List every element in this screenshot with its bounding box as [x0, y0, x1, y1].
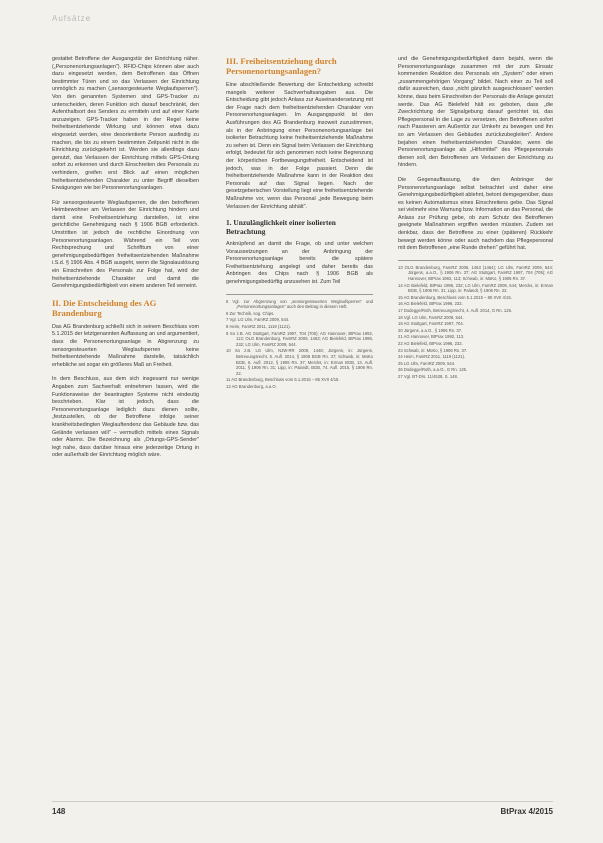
footnote: 6 Zur Technik, sog. Chips.	[226, 310, 275, 316]
footnote: 17 Dodegge/Roth, Betreuungsrecht, 4. Aufl. 2014, G Rn. 125.	[398, 308, 513, 313]
footnote: 11 AG Brandenburg, Beschluss vom 5.1.2015 – 85 XVII 4/15.	[226, 377, 340, 383]
column-right	[398, 56, 553, 381]
column-middle	[226, 56, 373, 391]
footnote: 18 Vgl. LG Ulm, FamRZ 2009, 544.	[398, 314, 464, 320]
footnote: 23 Schwab, in: MüKo, § 1906 Rn. 37.	[398, 347, 468, 353]
paragraph: In dem Beschluss, aus dem sich insgesamt nur wenige Angaben zum Sachverhalt entnehmen lassen, wird die Funktionsweise der beantragten Systeme nicht eindeutig beschrieben. Klar ist jedoch, dass die Personenortungsanlage lediglich dazu dienen sollte, „festzustellen, ob der Betroffene infolge seiner krankheitsbedingten Weglauftendenz das Gebäude bzw. das Gelände verlassen will" – vermutlich mittels eines Signals oder Alarms. Die Bezeichnung als „Ortungs-GPS-Sender" legt nahe, dass darüber hinaus eine jederzeitige Ortung in oder außerhalb der Einrichtung möglich wäre.	[52, 376, 199, 459]
section-header: Aufsätze	[52, 14, 92, 23]
paragraph: Für sensorgesteuerte Weglaufsperren, die den betroffenen Heimbewohner am Verlassen der Einrichtung hindern und damit eine Freiheitsentziehung darstellen, ist eine gerichtliche Genehmigung nach § 1906 BGB erforderlich. Umstritten ist jedoch die rechtliche Einordnung von Personenortungsanlagen. Während ein Teil von Rechtsprechung und Schrifttum von einer genehmigungsbedürftigen freiheitsentziehenden Maßnahme i.S.d. § 1906 Abs. 4 BGB ausgeht, wenn die Signalauslösung ein Einschreiten des Personals zur Folge hat, wird der freiheitsentziehende Charakter und damit die Genehmigungsbedürftigkeit von einem anderen Teil verneint.	[52, 199, 199, 290]
section-heading: III. Freiheitsentziehung durch Personenortungsanlagen?	[226, 56, 337, 76]
footnote: 13 OLG Brandenburg, FamRZ 2006, 1463 (1464); LG Ulm, FamRZ 2009, 544; Jürgens, a.a.O., § 1906 Rn. 37; AG Stuttgart, FamRZ 1997, 704 (705); AG Hannover, BtPrax 1992, 113; Schwab, in: MüKo, § 1906 Rn. 37.	[398, 264, 553, 282]
footnotes	[398, 260, 553, 380]
footnote: 20 Jürgens, a.a.O., § 1906 Rn. 37.	[398, 327, 463, 333]
footnote: 8 Heim, FamRZ 2011, 1119 (1121).	[226, 324, 291, 330]
column-left	[52, 56, 199, 467]
footnote: 27 Vgl. BT-Drs. 11/4528, S. 148.	[398, 373, 458, 379]
paragraph: Die Gegenauffassung, die den Anbringer der Personenortungsanlage selbst betrachtet und daher eine Genehmigungsbedürftigkeit ablehnt, betont demgegenüber, dass es keinen Automatismus eines Einschreitens gebe. Das Signal sei vielmehr eine Warnung bzw. Information an das Personal, die Anlass zur Prüfung gebe, ob zum Schutz des Betroffenen geeignete Maßnahmen ergriffen werden müssten. Zudem sei denkbar, dass der Betroffene zu einer (späteren) Rückkehr bewegt werden könne oder auch nachdem das Pflegepersonal mit dem Betroffenen „eine Runde drehen" geführt hat.	[398, 176, 554, 252]
journal-issue: BtPrax 4/2015	[500, 807, 553, 816]
paragraph: und die Genehmigungsbedürftigkeit dann bejaht, wenn die Personenortungsanlage zusammen mit der zum Einsatz kommenden Reaktion des Personals ein „System" oder einen „zusammengehörigen Vorgang" bildet. Nach einer zu Teil soll dafür ausreichen, dass „nicht gänzlich ausgeschlossen" werden könne, dass beim Einschreiten der Personals die Anlage genutzt werde. Das AG Bielefeld hält es geboten, dass „die Zweckrichtung der Signalgebung darauf gerichtet ist, das Pflegepersonal in die Lage zu versetzen, den Betroffenen sofort nach Passieren am Außentür zur Umkehr zu bewegen und ihn so am Verlassen des Gebäudes zurückzubegleiten". Andere bejahen einen freiheitsentziehenden Charakter, wenn die Personenortungsanlage als „Hilfsmittel" des Pflegepersonals dienen soll, den Betroffenen am Verlassen der Einrichtung zu hindern.	[398, 56, 553, 169]
footnote: 25 LG Ulm, FamRZ 2009, 544.	[398, 360, 456, 366]
footnote: 19 AG Stuttgart, FamRZ 1997, 704.	[398, 321, 464, 327]
footnote: 5 Vgl. zur Abgrenzung von „sensorgesteuerten Weglaufsperren" und „Personenortungsanlagen" auch den Beitrag in diesem Heft.	[226, 298, 373, 310]
footer-rule	[52, 801, 553, 802]
footnote: 10 So z.B. LG Ulm, NJW-RR 2009, 1448; Jürgens, in: Jürgens, Betreuungsrecht, 5. Aufl. 2014, § 1906 BGB Rn. 37; Schwab, in: MüKo BGB, 6. Aufl. 2012, § 1906 Rn. 37; Mercks, in: Erman BGB, 13. Aufl. 2011, § 1906 Rn. 31; Lipp, in: Palandt, BGB, 74. Aufl. 2015, § 1906 Rn. 22.	[226, 348, 373, 376]
footnote: 14 AG Bielefeld, BtPrax 1996, 232; LG Ulm, FamRZ 2009, 544; Mercks, in: Erman BGB, § 1906 Rn. 31; Lipp, in: Palandt, § 1906 Rn. 22.	[398, 282, 553, 294]
paragraph: Das AG Brandenburg schließt sich in seinem Beschluss vom 5.1.2015 der letztgenannten Auffassung an und argumentiert, dass die Personenortungsanlage in Abgrenzung zu sensorgesteuerten Weglaufsperren keine freiheitsentziehende Maßnahme darstelle, tatsächlich erhebliche sei sogar ein größeres Maß an Freiheit.	[52, 323, 199, 368]
paragraph: Anknüpfend an damit die Frage, ob und unter welchen Voraussetzungen an der Anbringung der Personenortungsanlage bereits die spätere Freiheitsentziehung angelegt und daher bereits das Anbringen des Chips nach § 1906 BGB als genehmigungsbedürftig anzusehen ist. Zum Teil	[226, 241, 373, 286]
section-heading: II. Die Entscheidung des AG Brandenburg	[52, 297, 157, 318]
footnote: 24 Heim, FamRZ 2011, 1119 (1121).	[398, 354, 466, 360]
footnote: 26 Dodegge/Roth, a.a.O., G Rn. 125.	[398, 367, 468, 373]
subsection-heading: 1. Unzulänglichkeit einer isolierten Betrachtung	[226, 218, 336, 237]
paragraph: gestattet Betroffene der Ausgangstür der Einrichtung näher. („Personenortungsanlagen"). RFID-Chips können aber auch dazu eingesetzt werden, dem Betroffenen das Öffnen bestimmter Türen und so das Verlassen der Einrichtung unmöglich zu machen („sensorgesteuerte Weglaufsperren"). Von den genannten Systemen sind GPS-Tracker zu unterscheiden, deren Funktion sich darauf beschränkt, den Aufenthaltsort des Senders zu ermitteln und auf einer Karte anzuzeigen. GPS-Tracker haben in der Regel keine freiheitsentziehende Wirkung und können etwa dazu eingesetzt werden, eine desorientierte Person ausfindig zu machen, die bis zu einem bestimmten Zeitpunkt nicht in die Einrichtung zurückgekehrt ist. Werden sie allerdings dazu genutzt, das Verlassen der Einrichtung mittels GPS-Ortung sofort zu erkennen und durch Einschreiten des Personals zu verhindern, greifen erst Blick auf einen möglichen freiheitsentziehenden Charakter zu unter Begriff dieselben Erwägungen wie bei Personenortungsanlagen.	[52, 56, 199, 192]
footnote: 16 AG Bielefeld, BtPrax 1996, 232.	[398, 301, 463, 307]
paragraph: Eine abschließende Bewertung der Entscheidung schreibt mangels weiterer Sachverhaltsangaben aus. Die Entscheidung gibt jedoch Anlass zur Auseinandersetzung mit der Frage nach dem freiheitsentziehenden Charakter von Personenortungsanlagen. Im Ausgangspunkt ist den Ausführungen des AG Brandenburg insoweit zuzustimmen, als in der Anbringung einer Personenortungsanlage bei isolierter Betrachtung keine freiheitsentziehende Maßnahme zu sehen ist. Denn ein Signal beim Verlassen der Einrichtung erfolgt, bedeutet für sich genommen noch keine Begrenzung der körperlichen Fortbewegungsfreiheit. Entscheidend ist jedoch, was in der Folge passiert. Denn die freiheitsentziehende Maßnahme kann in der Reaktion des Personals auf das Signal liegen. Nach der gesetzgeberischen Vorstellung liegt eine freiheitsentziehende Maßnahme vor, wenn das Personal „jede Bewegung beim Verlassen der Einrichtung abhält".	[226, 82, 373, 210]
footnote: 15 AG Brandenburg, Beschluss vom 5.1.2015 – 85 XVII 4/15.	[398, 294, 512, 300]
footnote: 7 Vgl. LG Ulm, FamRZ 2009, 544.	[226, 317, 290, 323]
footnote: 12 AG Brandenburg, a.a.O.	[226, 383, 277, 389]
footnote: 9 So z.B. AG Stuttgart, FamRZ 1997, 704 (705); AG Hannover, BtPrax 1992, 113; OLG Brandenburg, FamRZ 2006, 1463; AG Bielefeld, BtPrax 1996, 232; LG Ulm, FamRZ 2009, 544.	[226, 330, 373, 347]
footnote: 21 AG Hannover, BtPrax 1992, 113.	[398, 334, 465, 340]
page-number: 148	[52, 807, 66, 816]
footnote: 22 AG Bielefeld, BtPrax 1996, 232.	[398, 340, 463, 346]
footnotes	[226, 294, 373, 390]
